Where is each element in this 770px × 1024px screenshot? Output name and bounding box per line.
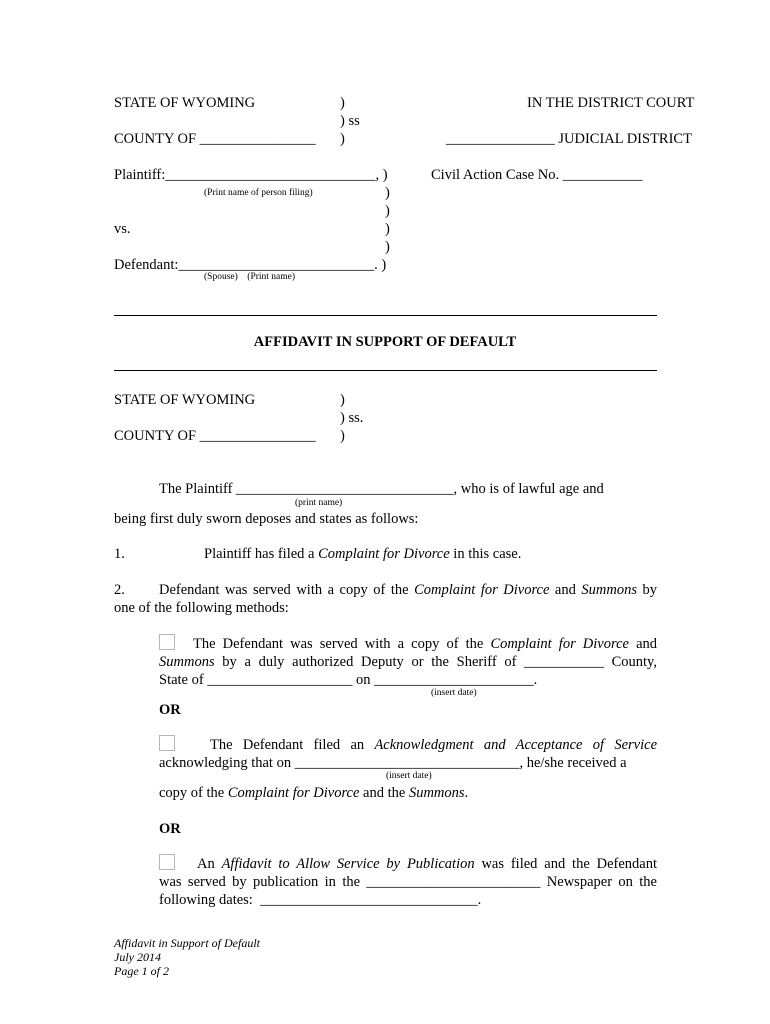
acknowledgment-checkbox[interactable] bbox=[159, 735, 175, 751]
court-name: IN THE DISTRICT COURT bbox=[527, 95, 695, 111]
divider bbox=[114, 315, 657, 316]
service-by-sheriff-checkbox[interactable] bbox=[159, 634, 175, 650]
footer-page-number: Page 1 of 2 bbox=[114, 964, 169, 978]
option2-line1: The Defendant filed an Acknowledgment and Acceptance of Service bbox=[210, 737, 658, 753]
item-number: 1. bbox=[114, 546, 125, 562]
plaintiff-name-field[interactable]: Plaintiff:_____________________________, ) bbox=[114, 167, 388, 183]
caption-paren: ) bbox=[340, 131, 345, 147]
caption-ss: ) ss bbox=[340, 113, 360, 129]
caption-paren: ) bbox=[385, 203, 390, 219]
caption-paren: ) bbox=[340, 95, 345, 111]
option1-line1: The Defendant was served with a copy of the Complaint for Divorce and bbox=[193, 636, 658, 652]
option3-line2[interactable]: was served by publication in the ________________________ Newspaper on the bbox=[159, 874, 657, 890]
caption-state-label: STATE OF WYOMING bbox=[114, 95, 256, 111]
versus-label: vs. bbox=[114, 221, 131, 237]
insert-date-hint: (insert date) bbox=[431, 688, 477, 698]
caption-paren: ) bbox=[385, 185, 390, 201]
venue-ss: ) ss. bbox=[340, 410, 364, 426]
divider bbox=[114, 370, 657, 371]
caption-paren: ) bbox=[385, 239, 390, 255]
item1-text: Plaintiff has filed a Complaint for Divorce in this case. bbox=[204, 546, 522, 562]
venue-county-field[interactable]: COUNTY OF ________________ bbox=[114, 428, 316, 444]
defendant-hint: (Spouse) (Print name) bbox=[204, 272, 296, 282]
or-separator: OR bbox=[159, 702, 181, 718]
publication-checkbox[interactable] bbox=[159, 854, 175, 870]
item-number: 2. bbox=[114, 582, 125, 598]
item2-text-line1: Defendant was served with a copy of the Complaint for Divorce and Summons by bbox=[159, 582, 657, 598]
venue-paren: ) bbox=[340, 392, 345, 408]
document-title: AFFIDAVIT IN SUPPORT OF DEFAULT bbox=[253, 334, 517, 350]
caption-county-field[interactable]: COUNTY OF ________________ bbox=[114, 131, 316, 147]
intro-text: being first duly sworn deposes and states as follows: bbox=[114, 511, 419, 527]
option3-line3[interactable]: following dates: ______________________________. bbox=[159, 892, 482, 908]
venue-state-label: STATE OF WYOMING bbox=[114, 392, 256, 408]
option1-line2[interactable]: Summons by a duly authorized Deputy or the Sheriff of ___________ County, bbox=[159, 654, 657, 670]
defendant-name-field[interactable]: Defendant:___________________________. ) bbox=[114, 257, 387, 273]
option3-line1: An Affidavit to Allow Service by Publication was filed and the Defendant bbox=[197, 856, 657, 872]
plaintiff-oath-field[interactable]: The Plaintiff ______________________________, who is of lawful age and bbox=[159, 481, 604, 497]
item2-text-line2: one of the following methods: bbox=[114, 600, 289, 616]
option2-line2[interactable]: acknowledging that on _______________________________, he/she received a bbox=[159, 755, 627, 771]
insert-date-hint: (insert date) bbox=[386, 771, 432, 781]
footer-form-name: Affidavit in Support of Default bbox=[114, 936, 260, 950]
civil-action-case-field[interactable]: Civil Action Case No. ___________ bbox=[431, 167, 643, 183]
print-name-hint: (print name) bbox=[295, 498, 343, 508]
plaintiff-hint: (Print name of person filing) bbox=[204, 188, 313, 198]
option1-line3[interactable]: State of ____________________ on ______________________. bbox=[159, 672, 538, 688]
footer-date: July 2014 bbox=[114, 950, 161, 964]
judicial-district-field[interactable]: _______________ JUDICIAL DISTRICT bbox=[446, 131, 692, 147]
option2-line3: copy of the Complaint for Divorce and the Summons. bbox=[159, 785, 469, 801]
caption-paren: ) bbox=[385, 221, 390, 237]
or-separator: OR bbox=[159, 821, 181, 837]
venue-paren: ) bbox=[340, 428, 345, 444]
